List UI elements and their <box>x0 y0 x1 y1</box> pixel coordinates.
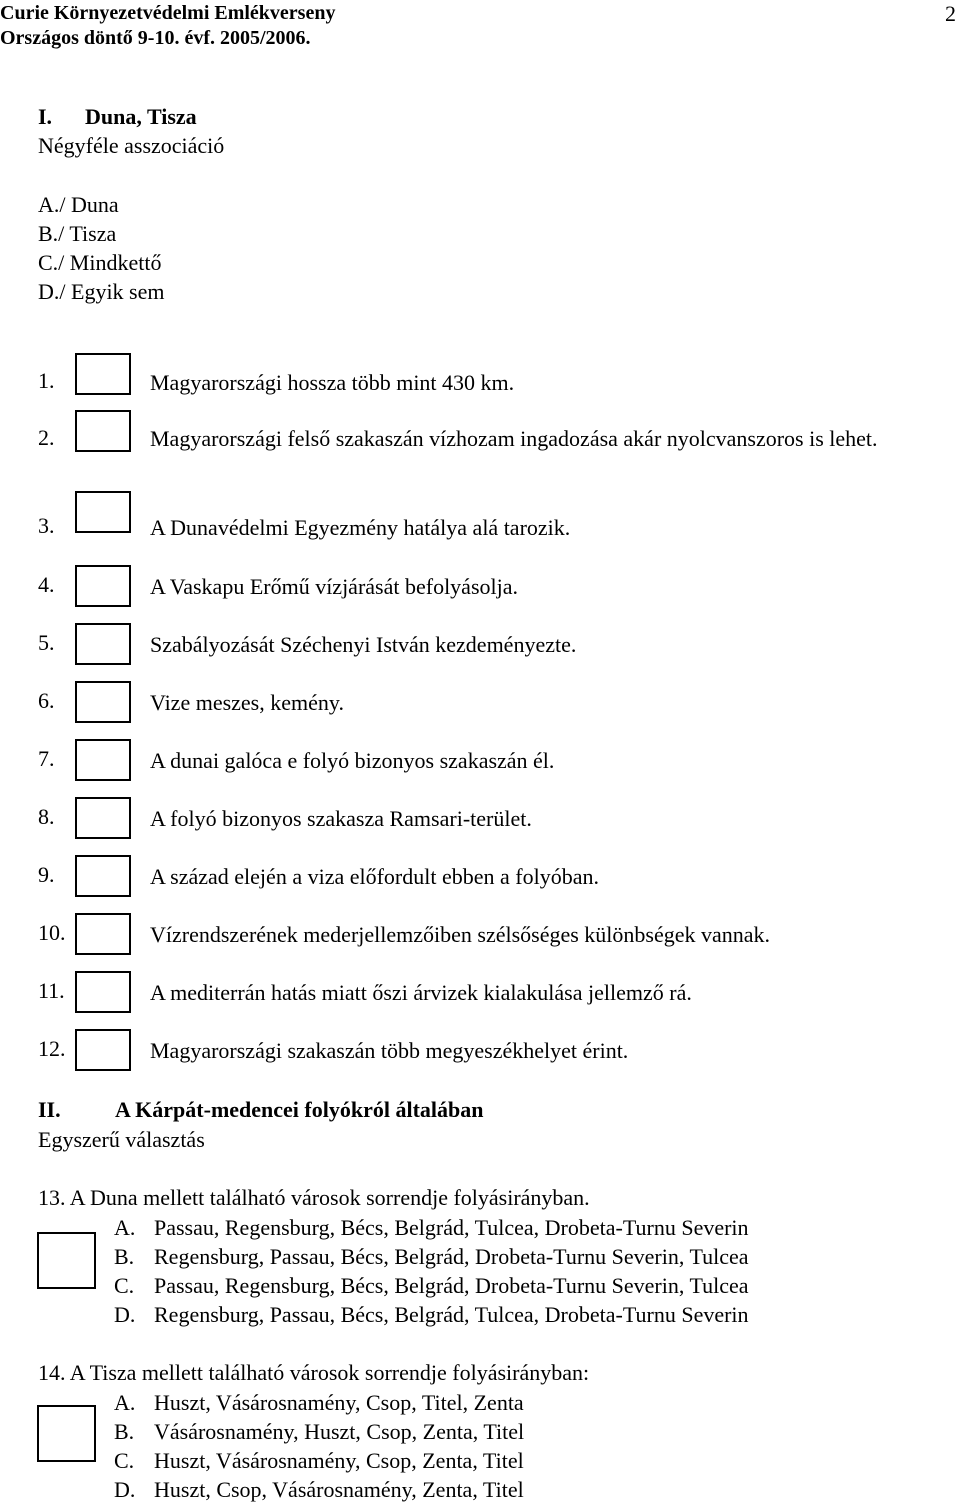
item-4 <box>38 572 938 612</box>
answer-box[interactable] <box>75 739 131 781</box>
section2-heading <box>38 1097 483 1123</box>
item-9 <box>38 862 938 902</box>
item-text: Szabályozását Széchenyi István kezdeményezte. <box>150 632 577 657</box>
answer-box[interactable] <box>75 1029 131 1071</box>
item-2 <box>38 425 938 485</box>
option-13-a <box>114 1213 749 1242</box>
item-number: 9. <box>38 862 55 887</box>
option-text: Huszt, Vásárosnamény, Csop, Titel, Zenta <box>154 1390 524 1415</box>
item-text: A folyó bizonyos szakasza Ramsari-terület. <box>150 806 532 831</box>
section2-subtitle: Egyszerű választás <box>38 1127 205 1152</box>
item-7 <box>38 746 938 786</box>
option-letter: D. <box>114 1302 136 1327</box>
item-number: 3. <box>38 513 55 538</box>
choice-a: A./ Duna <box>38 192 119 217</box>
item-text: A mediterrán hatás miatt őszi árvizek kialakulása jellemző rá. <box>150 980 692 1005</box>
answer-box[interactable] <box>75 681 131 723</box>
option-letter: C. <box>114 1448 135 1473</box>
option-text: Vásárosnamény, Huszt, Csop, Zenta, Titel <box>154 1419 525 1444</box>
item-text: A Dunavédelmi Egyezmény hatálya alá tarozik. <box>150 515 571 540</box>
option-text: Huszt, Vásárosnamény, Csop, Zenta, Titel <box>154 1448 524 1473</box>
answer-box[interactable] <box>75 797 131 839</box>
option-14-c <box>114 1446 524 1475</box>
item-text: A század elején a viza előfordult ebben a folyóban. <box>150 864 599 889</box>
item-number: 12. <box>38 1036 66 1061</box>
answer-box[interactable] <box>75 971 131 1013</box>
item-11 <box>38 978 938 1018</box>
choice-c: C./ Mindkettő <box>38 250 162 275</box>
item-number: 1. <box>38 368 55 393</box>
section2-numeral: II. <box>38 1097 61 1122</box>
answer-box[interactable] <box>75 565 131 607</box>
section1-subtitle: Négyféle asszociáció <box>38 133 225 158</box>
answer-box-13[interactable] <box>37 1232 96 1289</box>
option-14-d <box>114 1475 524 1504</box>
option-text: Regensburg, Passau, Bécs, Belgrád, Tulcea, Drobeta-Turnu Severin <box>154 1302 749 1327</box>
option-text: Passau, Regensburg, Bécs, Belgrád, Drobeta-Turnu Severin, Tulcea <box>154 1273 749 1298</box>
section1-numeral: I. <box>38 104 53 129</box>
answer-box[interactable] <box>75 855 131 897</box>
item-5 <box>38 630 938 670</box>
item-number: 6. <box>38 688 55 713</box>
item-text: Vize meszes, kemény. <box>150 690 344 715</box>
question-14: 14. A Tisza mellett található városok sorrendje folyásirányban: <box>38 1360 590 1385</box>
answer-box[interactable] <box>75 410 131 452</box>
header-title: Curie Környezetvédelmi Emlékverseny <box>0 2 336 24</box>
item-text: Magyarországi szakaszán több megyeszékhelyet érint. <box>150 1038 629 1063</box>
option-13-b <box>114 1242 749 1271</box>
item-8 <box>38 804 938 844</box>
item-10 <box>38 920 938 960</box>
item-3 <box>38 513 938 553</box>
option-text: Passau, Regensburg, Bécs, Belgrád, Tulcea, Drobeta-Turnu Severin <box>154 1215 749 1240</box>
item-6 <box>38 688 938 728</box>
header-subtitle: Országos döntő 9-10. évf. 2005/2006. <box>0 27 311 49</box>
option-14-b <box>114 1417 524 1446</box>
item-text: Magyarországi hossza több mint 430 km. <box>150 370 515 395</box>
item-number: 10. <box>38 920 66 945</box>
item-text: A dunai galóca e folyó bizonyos szakaszán él. <box>150 748 555 773</box>
item-number: 4. <box>38 572 55 597</box>
option-letter: A. <box>114 1390 136 1415</box>
option-14-a <box>114 1388 524 1417</box>
section1-title: Duna, Tisza <box>85 104 197 129</box>
answer-box[interactable] <box>75 913 131 955</box>
item-1 <box>38 368 938 408</box>
option-letter: B. <box>114 1244 135 1269</box>
option-letter: C. <box>114 1273 135 1298</box>
section1-heading <box>38 104 197 130</box>
item-number: 8. <box>38 804 55 829</box>
option-letter: A. <box>114 1215 136 1240</box>
page-number: 2 <box>945 1 956 26</box>
option-13-c <box>114 1271 749 1300</box>
item-text: Vízrendszerének mederjellemzőiben szélsőséges különbségek vannak. <box>150 922 771 947</box>
option-13-d <box>114 1300 749 1329</box>
answer-box-14[interactable] <box>37 1405 96 1462</box>
answer-box[interactable] <box>75 353 131 395</box>
option-text: Regensburg, Passau, Bécs, Belgrád, Drobeta-Turnu Severin, Tulcea <box>154 1244 749 1269</box>
choice-d: D./ Egyik sem <box>38 279 165 304</box>
item-number: 7. <box>38 746 55 771</box>
option-letter: B. <box>114 1419 135 1444</box>
section2-title: A Kárpát-medencei folyókról általában <box>115 1097 484 1122</box>
item-number: 11. <box>38 978 65 1003</box>
question-13: 13. A Duna mellett található városok sorrendje folyásirányban. <box>38 1185 590 1210</box>
item-number: 5. <box>38 630 55 655</box>
option-text: Huszt, Csop, Vásárosnamény, Zenta, Titel <box>154 1477 524 1502</box>
item-text: A Vaskapu Erőmű vízjárását befolyásolja. <box>150 574 518 599</box>
option-letter: D. <box>114 1477 136 1502</box>
choice-b: B./ Tisza <box>38 221 117 246</box>
item-number: 2. <box>38 425 55 450</box>
item-12 <box>38 1036 938 1076</box>
answer-box[interactable] <box>75 491 131 533</box>
answer-box[interactable] <box>75 623 131 665</box>
item-text: Magyarországi felső szakaszán vízhozam ingadozása akár nyolcvanszoros is lehet. <box>150 426 878 451</box>
